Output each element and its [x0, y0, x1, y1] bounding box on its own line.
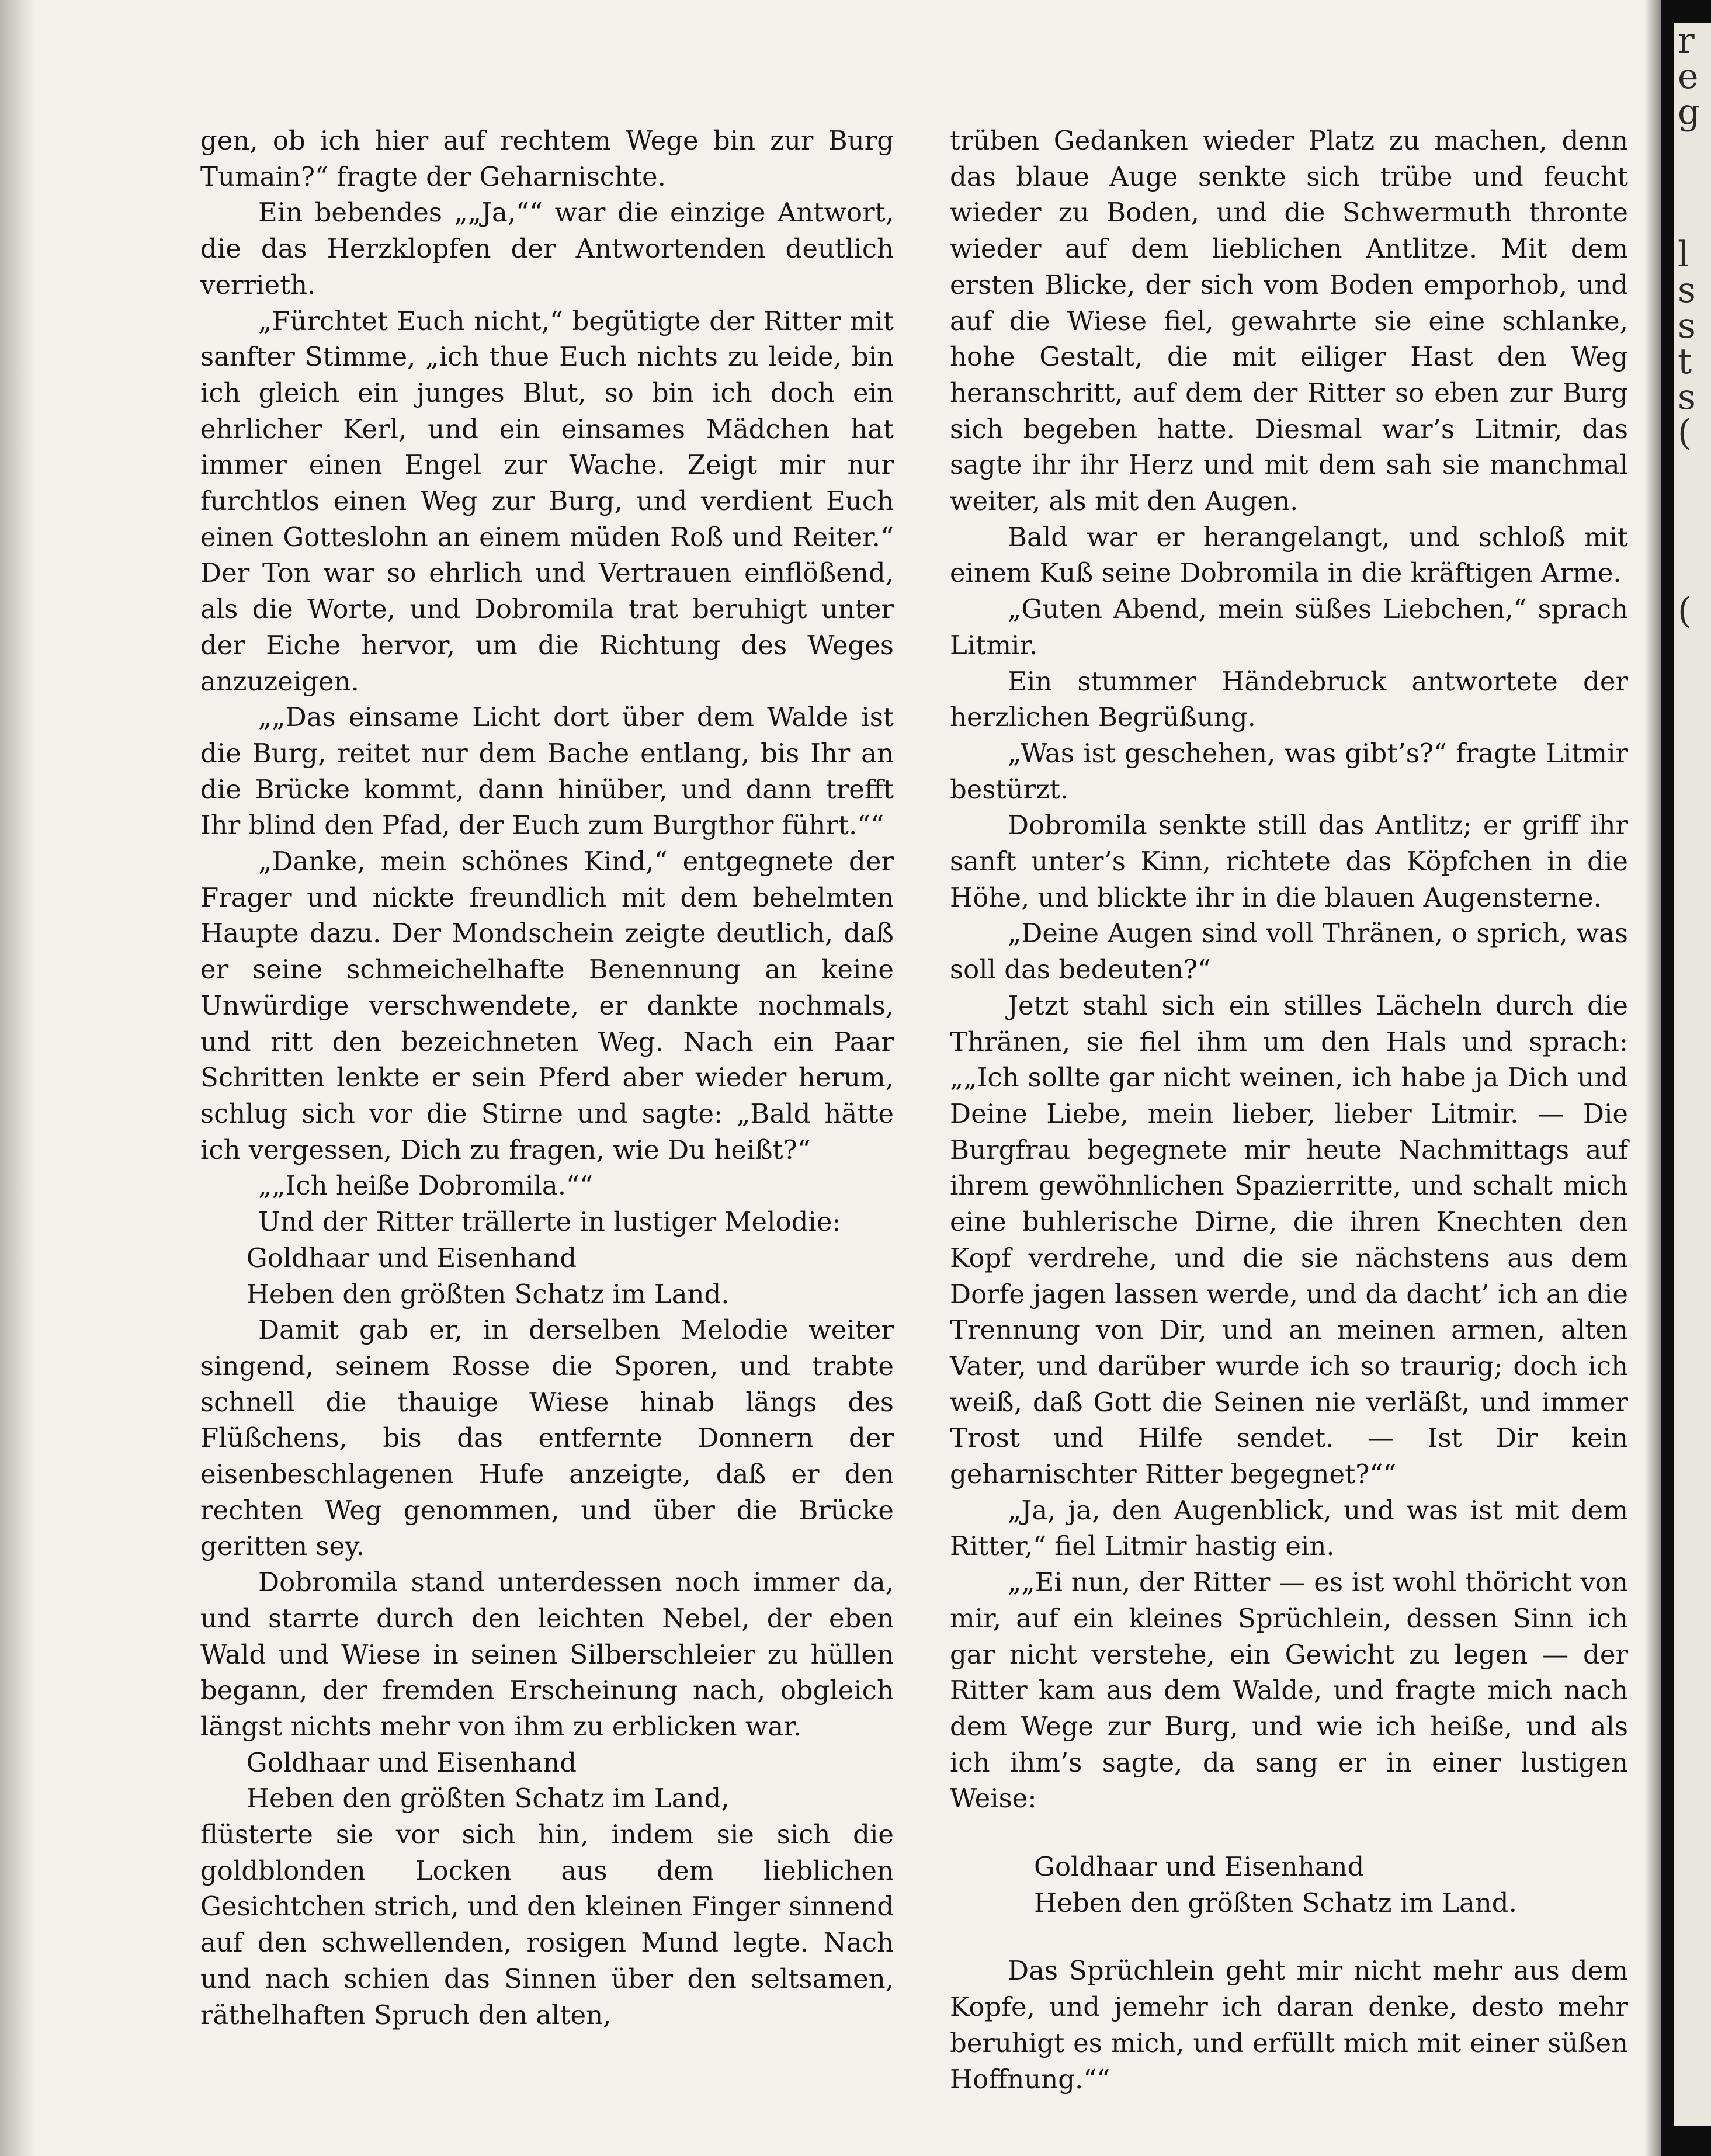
adjacent-page-edge — [1674, 23, 1711, 2126]
adjacent-page-glyph — [1674, 202, 1711, 237]
adjacent-page-glyph: g — [1678, 92, 1700, 133]
verse-line: Heben den größten Schatz im Land. — [1034, 1887, 1517, 1918]
adjacent-page-glyph: e — [1678, 56, 1699, 97]
adjacent-page-glyph: s — [1678, 270, 1696, 311]
adjacent-page-glyph — [1674, 736, 1711, 772]
spacer — [950, 1817, 1628, 1849]
paragraph: Damit gab er, in derselben Melodie weiter singend, seinem Rosse die Sporen, und trabte schnell die thauige Wiese hinab längs des Flüßchens, bis das entfernte Donnern der eisenbeschlagenen Hufe anzeigte, daß er den rechten Weg genommen, und über die Brücke geritten sey. — [200, 1314, 894, 1562]
paragraph: „Guten Abend, mein süßes Liebchen,“ sprach Litmir. — [950, 593, 1628, 661]
adjacent-page-glyph — [1674, 166, 1711, 202]
paragraph: trüben Gedanken wieder Platz zu machen, denn das blaue Auge senkte sich trübe und feucht wieder zu Boden, und die Schwermuth thronte wieder auf dem lieblichen Antlitze. Mit dem ersten Blicke, der sich vom Boden emporhob, und auf die Wiese fiel, gewahrte sie eine schlanke, hohe Gestalt, die mit eiliger Hast den Weg heranschritt, auf dem der Ritter so eben zur Burg sich begeben hatte. Diesmal war’s Litmir, das sagte ihr ihr Herz und mit dem sah sie manchmal weiter, als mit den Augen. — [950, 125, 1628, 517]
paragraph: Ein bebendes „„Ja,““ war die einzige Antwort, die das Herzklopfen der Antwortenden deutlich verrieth. — [200, 197, 894, 300]
adjacent-page-glyph: l — [1678, 234, 1689, 275]
adjacent-page-glyph — [1674, 700, 1711, 736]
paragraph: „Danke, mein schönes Kind,“ entgegnete der Frager und nickte freundlich mit dem behelmten Haupte dazu. Der Mondschein zeigte deutlich, daß er seine schmeichelhafte Benennung an keine Unwürdige verschwendete, er dankte nochmals, und ritt den bezeichneten Weg. Nach ein Paar Schritten lenkte er sein Pferd aber wieder herum, schlug sich vor die Stirne und sagte: „Bald hätte ich vergessen, Dich zu fragen, wie Du heißt?“ — [200, 846, 894, 1165]
paragraph: Ein stummer Händebruck antwortete der herzlichen Begrüßung. — [950, 665, 1628, 733]
paragraph: Dobromila stand unterdessen noch immer da, und starrte durch den leichten Nebel, der eben Wald und Wiese in seinen Silberschleier zu hüllen begann, der fremden Erscheinung nach, obgleich längst nichts mehr von ihm zu erblicken war. — [200, 1567, 894, 1742]
paragraph: „Fürchtet Euch nicht,“ begütigte der Ritter mit sanfter Stimme, „ich thue Euch nichts zu leide, bin ich gleich ein junges Blut, so bin ich doch ein ehrlicher Kerl, und ein einsames Mädchen hat immer einen Engel zur Wache. Zeigt mir nur furchtlos einen Weg zur Burg, und verdient Euch einen Gotteslohn an einem müden Roß und Reiter.“ Der Ton war so ehrlich und Vertrauen einflößend, als die Worte, und Dobromila trat beruhigt unter der Eiche hervor, um die Richtung des Weges anzuzeigen. — [200, 305, 894, 697]
adjacent-page-glyph — [1674, 665, 1711, 700]
paragraph: „Deine Augen sind voll Thränen, o sprich, was soll das bedeuten?“ — [950, 918, 1628, 985]
verse-line: Heben den größten Schatz im Land, — [246, 1783, 730, 1814]
paragraph: „„Ei nun, der Ritter — es ist wohl thöricht von mir, auf ein kleines Sprüchlein, dessen Sinn ich gar nicht verstehe, ein Gewicht zu legen — der Ritter kam aus dem Walde, und fragte mich nach dem Wege zur Burg, und wie ich heiße, und als ich ihm’s sagte, da sang er in einer lustigen Weise: — [950, 1567, 1628, 1814]
paragraph: „„Ich heiße Dobromila.““ — [258, 1170, 594, 1202]
page-gutter — [1644, 0, 1661, 2156]
adjacent-page-glyph — [1674, 451, 1711, 487]
paragraph: „Ja, ja, den Augenblick, und was ist mit dem Ritter,“ fiel Litmir hastig ein. — [950, 1494, 1628, 1562]
paragraph: „Was ist geschehen, was gibt’s?“ fragte Litmir bestürzt. — [950, 737, 1628, 805]
paragraph: flüsterte sie vor sich hin, indem sie sich die goldblonden Locken aus dem lieblichen Gesichtchen strich, und den kleinen Finger sinnend auf den schwellenden, rosigen Mund legte. Nach und nach schien das Sinnen über den seltsamen, räthelhaften Spruch den alten, — [200, 1819, 894, 2030]
paragraph: Jetzt stahl sich ein stilles Lächeln durch die Thränen, sie fiel ihm um den Hals und sprach: „„Ich sollte gar nicht weinen, ich habe ja Dich und Deine Liebe, mein lieber, lieber Litmir. — Die Burgfrau begegnete mir heute Nachmittags auf ihrem gewöhnlichen Spazierritte, und schalt mich eine buhlerische Dirne, die ihren Knechten den Kopf verdrehe, und die sie nächstens aus dem Dorfe jagen lassen werde, und da dacht’ ich an die Trennung von Dir, und an meinen armen, alten Vater, und darüber wurde ich so traurig; doch ich weiß, daß Gott die Seinen nie verläßt, und immer Trost und Hilfe sendet. — Ist Dir kein geharnischter Ritter begegnet?““ — [950, 990, 1628, 1490]
left-text-column — [200, 123, 894, 2033]
verse-line: Goldhaar und Eisenhand — [246, 1242, 577, 1273]
adjacent-page-glyph — [1674, 487, 1711, 522]
adjacent-page-glyph: ( — [1678, 591, 1692, 631]
adjacent-page-glyph: ( — [1678, 412, 1692, 453]
adjacent-page-glyph — [1674, 522, 1711, 558]
verse-line: Goldhaar und Eisenhand — [1034, 1851, 1365, 1883]
adjacent-page-glyph: s — [1678, 305, 1696, 346]
paragraph: Das Sprüchlein geht mir nicht mehr aus dem Kopfe, und jemehr ich daran denke, desto mehr beruhigt es mich, und erfüllt mich mit einer süßen Hoffnung.““ — [950, 1955, 1628, 2095]
paragraph: „„Das einsame Licht dort über dem Walde ist die Burg, reitet nur dem Bache entlang, bis Ihr an die Brücke kommt, dann hinüber, und dann trefft Ihr blind den Pfad, der Euch zum Burgthor führt.““ — [200, 702, 894, 841]
adjacent-page-glyph: s — [1678, 377, 1696, 418]
adjacent-page-glyph: r — [1678, 23, 1695, 61]
paragraph: Bald war er herangelangt, und schloß mit einem Kuß seine Dobromila in die kräftigen Arme. — [950, 521, 1628, 589]
paragraph: gen, ob ich hier auf rechtem Wege bin zur Burg Tumain?“ fragte der Geharnischte. — [200, 125, 894, 192]
adjacent-page-glyph — [1674, 558, 1711, 593]
paragraph: Dobromila senkte still das Antlitz; er griff ihr sanft unter’s Kinn, richtete das Köpfchen in die Höhe, und blickte ihr in die blauen Augensterne. — [950, 810, 1628, 913]
right-text-column — [950, 123, 1628, 2097]
spacer — [950, 1921, 1628, 1953]
adjacent-page-glyph — [1674, 629, 1711, 665]
adjacent-page-glyph — [1674, 130, 1711, 166]
paragraph: Und der Ritter trällerte in lustiger Melodie: — [258, 1206, 841, 1238]
verse-line: Goldhaar und Eisenhand — [246, 1747, 577, 1778]
verse-line: Heben den größten Schatz im Land. — [246, 1278, 730, 1310]
adjacent-page-glyph: t — [1678, 341, 1692, 382]
page-left-shadow — [0, 0, 35, 2156]
